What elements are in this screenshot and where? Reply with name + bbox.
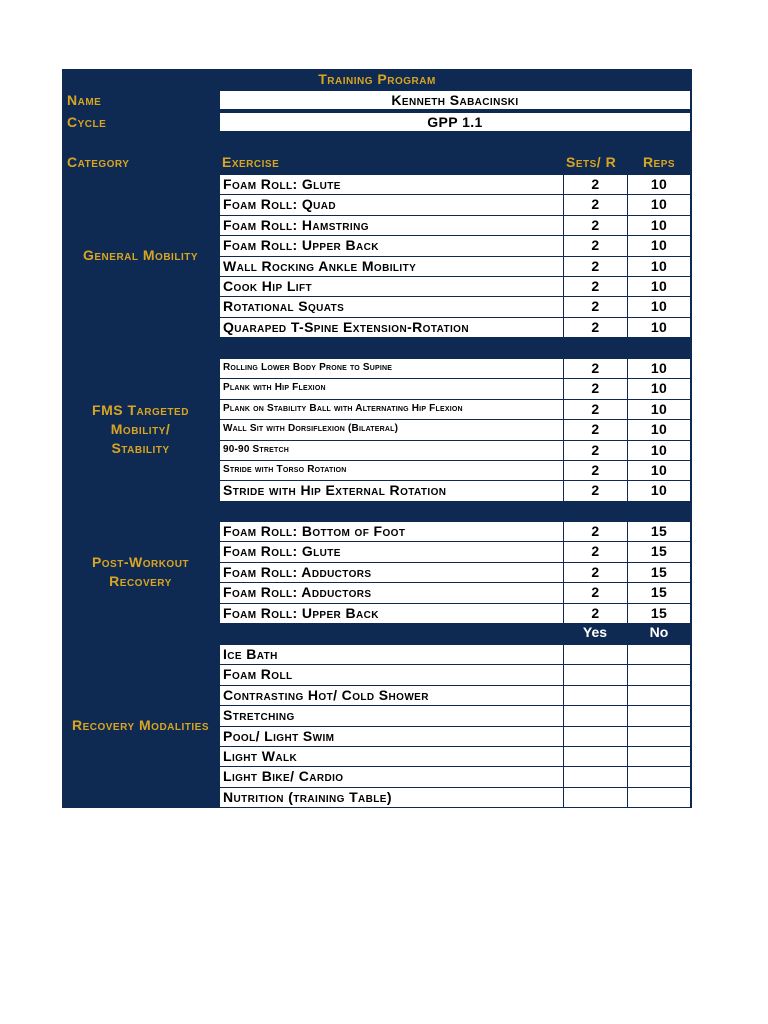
reps-cell[interactable]: 10	[627, 276, 691, 297]
reps-cell[interactable]: 10	[627, 480, 691, 501]
exercise-cell[interactable]: Light Walk	[219, 746, 564, 767]
reps-cell[interactable]	[627, 726, 691, 747]
exercise-cell[interactable]: Wall Sit with Dorsiflexion (Bilateral)	[219, 419, 564, 440]
sets-cell[interactable]: 2	[563, 358, 628, 379]
reps-cell[interactable]	[627, 766, 691, 787]
sets-cell[interactable]	[563, 664, 628, 685]
sets-cell[interactable]: 2	[563, 440, 628, 461]
exercise-cell[interactable]: Ice Bath	[219, 644, 564, 665]
exercise-cell[interactable]: Foam Roll: Upper Back	[219, 603, 564, 624]
exercise-cell[interactable]: Foam Roll: Quad	[219, 194, 564, 215]
sets-cell[interactable]: 2	[563, 194, 628, 215]
exercise-cell[interactable]: Cook Hip Lift	[219, 276, 564, 297]
category-label	[64, 644, 217, 807]
sets-cell[interactable]: 2	[563, 296, 628, 317]
sets-cell[interactable]: 2	[563, 480, 628, 501]
category-text: General Mobility	[83, 247, 198, 264]
sets-cell[interactable]: 2	[563, 378, 628, 399]
reps-cell[interactable]: 10	[627, 317, 691, 338]
training-program-sheet	[62, 69, 692, 808]
exercise-cell[interactable]: Light Bike/ Cardio	[219, 766, 564, 787]
reps-cell[interactable]: 15	[627, 562, 691, 583]
exercise-cell[interactable]: Foam Roll	[219, 664, 564, 685]
exercise-cell[interactable]: Stride with Hip External Rotation	[219, 480, 564, 501]
exercise-cell[interactable]: Foam Roll: Glute	[219, 541, 564, 562]
exercise-cell[interactable]: Foam Roll: Upper Back	[219, 235, 564, 256]
sets-cell[interactable]: 2	[563, 276, 628, 297]
sets-cell[interactable]	[563, 746, 628, 767]
sets-cell[interactable]: 2	[563, 215, 628, 236]
category-header: Category	[67, 154, 130, 170]
sets-cell[interactable]	[563, 685, 628, 706]
reps-cell[interactable]	[627, 644, 691, 665]
category-text: FMS Targeted Mobility/ Stability	[92, 401, 189, 456]
reps-header: Reps	[642, 154, 676, 170]
sets-cell[interactable]	[563, 705, 628, 726]
exercise-cell[interactable]: Foam Roll: Bottom of Foot	[219, 521, 564, 542]
exercise-cell[interactable]: Pool/ Light Swim	[219, 726, 564, 747]
cycle-value[interactable]: GPP 1.1	[219, 112, 691, 132]
exercise-cell[interactable]: Foam Roll: Adductors	[219, 562, 564, 583]
reps-cell[interactable]: 10	[627, 460, 691, 481]
sets-cell[interactable]: 2	[563, 174, 628, 195]
category-text: Recovery Modalities	[71, 717, 210, 734]
sets-cell[interactable]: 2	[563, 399, 628, 420]
sets-cell[interactable]	[563, 787, 628, 808]
reps-cell[interactable]	[627, 685, 691, 706]
exercise-cell[interactable]: Plank with Hip Flexion	[219, 378, 564, 399]
exercise-cell[interactable]: Plank on Stability Ball with Alternating Hip Flexion	[219, 399, 564, 420]
sets-cell[interactable]: 2	[563, 582, 628, 603]
sets-cell[interactable]: 2	[563, 603, 628, 624]
reps-cell[interactable]: 10	[627, 358, 691, 379]
reps-cell[interactable]	[627, 664, 691, 685]
sets-cell[interactable]	[563, 726, 628, 747]
reps-cell[interactable]: 10	[627, 235, 691, 256]
reps-cell[interactable]: 10	[627, 174, 691, 195]
exercise-cell[interactable]: Stride with Torso Rotation	[219, 460, 564, 481]
sets-cell[interactable]: 2	[563, 521, 628, 542]
reps-cell[interactable]	[627, 746, 691, 767]
reps-cell[interactable]: 10	[627, 419, 691, 440]
reps-cell[interactable]: 10	[627, 440, 691, 461]
sets-cell[interactable]: 2	[563, 562, 628, 583]
reps-cell[interactable]: 10	[627, 256, 691, 277]
reps-cell[interactable]: 15	[627, 582, 691, 603]
sets-cell[interactable]: 2	[563, 235, 628, 256]
exercise-cell[interactable]: Contrasting Hot/ Cold Shower	[219, 685, 564, 706]
reps-cell[interactable]: 10	[627, 215, 691, 236]
exercise-cell[interactable]: Foam Roll: Adductors	[219, 582, 564, 603]
sets-cell[interactable]	[563, 644, 628, 665]
reps-cell[interactable]: 10	[627, 399, 691, 420]
category-label	[64, 521, 217, 623]
category-text: Post-Workout Recovery	[91, 554, 190, 589]
sets-cell[interactable]: 2	[563, 317, 628, 338]
category-label	[64, 174, 217, 337]
no-header: No	[649, 624, 669, 640]
exercise-cell[interactable]: Stretching	[219, 705, 564, 726]
reps-cell[interactable]	[627, 787, 691, 808]
exercise-cell[interactable]: Nutrition (training Table)	[219, 787, 564, 808]
yes-header: Yes	[582, 624, 608, 640]
exercise-cell[interactable]: 90-90 Stretch	[219, 440, 564, 461]
exercise-cell[interactable]: Rolling Lower Body Prone to Supine	[219, 358, 564, 379]
sets-header: Sets/ R	[566, 154, 617, 170]
exercise-cell[interactable]: Rotational Squats	[219, 296, 564, 317]
reps-cell[interactable]: 15	[627, 521, 691, 542]
exercise-cell[interactable]: Wall Rocking Ankle Mobility	[219, 256, 564, 277]
sets-cell[interactable]: 2	[563, 256, 628, 277]
name-label: Name	[67, 92, 102, 108]
exercise-cell[interactable]: Foam Roll: Hamstring	[219, 215, 564, 236]
name-value[interactable]: Kenneth Sabacinski	[219, 90, 691, 110]
sheet-title: Training Program	[318, 71, 436, 87]
reps-cell[interactable]: 15	[627, 603, 691, 624]
reps-cell[interactable]: 10	[627, 378, 691, 399]
sets-cell[interactable]: 2	[563, 541, 628, 562]
sets-cell[interactable]: 2	[563, 460, 628, 481]
sets-cell[interactable]: 2	[563, 419, 628, 440]
cycle-label: Cycle	[67, 114, 107, 130]
exercise-cell[interactable]: Quaraped T-Spine Extension-Rotation	[219, 317, 564, 338]
exercise-header: Exercise	[222, 154, 280, 170]
category-label	[64, 358, 217, 501]
exercise-cell[interactable]: Foam Roll: Glute	[219, 174, 564, 195]
sets-cell[interactable]	[563, 766, 628, 787]
reps-cell[interactable]: 10	[627, 194, 691, 215]
reps-cell[interactable]	[627, 705, 691, 726]
reps-cell[interactable]: 10	[627, 296, 691, 317]
reps-cell[interactable]: 15	[627, 541, 691, 562]
